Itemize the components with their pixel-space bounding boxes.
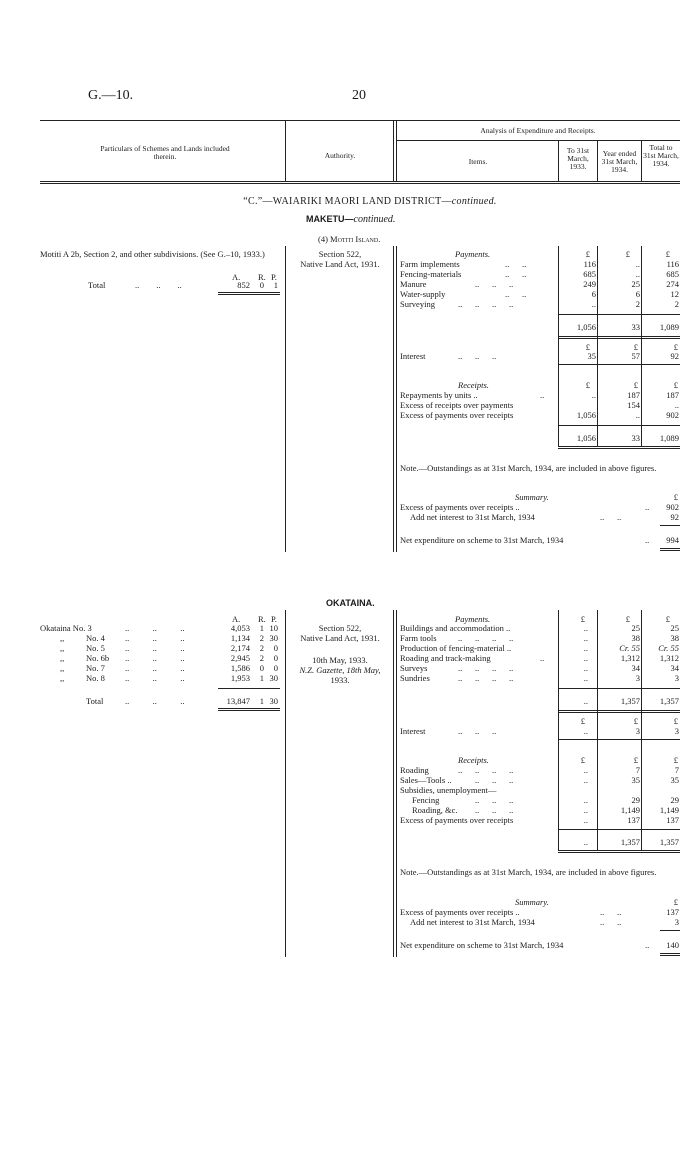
leader-dots: .. — [540, 390, 545, 400]
leader-dots: .. .. .. — [125, 643, 185, 653]
okataina-int-currency-1: £ — [580, 716, 585, 726]
okataina-receipt-label: Fencing — [412, 795, 440, 805]
district-title — [170, 196, 570, 207]
page-number: 20 — [352, 88, 366, 103]
leader-dots: .. .. .. — [125, 696, 185, 706]
maketu-interest-v2: 57 — [631, 351, 640, 361]
okataina-arp-p: P. — [271, 614, 277, 624]
header-col2: Year ended 31st March, 1934. — [601, 149, 638, 174]
okataina-payment-v2: 3 — [635, 673, 640, 683]
okataina-receipt-v3: 137 — [666, 815, 679, 825]
maketu-payment-v1: 6 — [591, 289, 596, 299]
header-col1: To 31st March, 1933. — [566, 146, 590, 171]
okataina-total-p: 30 — [269, 696, 278, 706]
leader-dots: .. .. — [505, 269, 527, 279]
maketu-payment-v2: .. — [635, 269, 640, 279]
maketu-payment-v2: 6 — [635, 289, 640, 299]
ditto-mark: ,, — [60, 643, 65, 653]
okataina-arp-a: A. — [232, 614, 241, 624]
maketu-payment-v3: 685 — [666, 269, 679, 279]
okataina-net-value: 140 — [666, 940, 679, 950]
okataina-receipt-v2: 1,149 — [620, 805, 640, 815]
okataina-receipt-label: Roading — [400, 765, 429, 775]
maketu-payment-v1: .. — [591, 299, 596, 309]
leader-dots: .. .. .. .. — [458, 663, 514, 673]
okataina-total-r: 1 — [259, 696, 264, 706]
okataina-currency-3: £ — [665, 614, 670, 624]
okataina-authority-1: Section 522, — [318, 623, 362, 633]
okataina-payment-label: Roading and track-making — [400, 653, 491, 663]
leader-dots: .. .. .. — [475, 795, 514, 805]
ditto-mark: ,, — [60, 653, 65, 663]
okataina-payment-v3: 25 — [670, 623, 679, 633]
maketu-payments-head: Payments. — [455, 249, 491, 259]
maketu-authority-2: Native Land Act, 1931. — [300, 259, 380, 269]
maketu-summary-label: Add net interest to 31st March, 1934 — [410, 512, 535, 522]
okataina-interest-v3: 3 — [674, 726, 679, 736]
maketu-payment-v2: .. — [635, 259, 640, 269]
maketu-land: Motiti A 2b, Section 2, and other subdivisions. (See G.–10, 1933.) — [40, 249, 265, 259]
okataina-receipt-v2: 35 — [631, 775, 640, 785]
maketu-receipts-total-2: 33 — [631, 433, 640, 443]
okataina-payment-v3: 3 — [674, 673, 679, 683]
okataina-int-currency-3: £ — [673, 716, 678, 726]
maketu-receipt-label: Excess of receipts over payments — [400, 400, 514, 410]
header-col3: Total to 31st March, 1934. — [643, 143, 679, 168]
maketu-total-label: Total — [88, 280, 106, 290]
okataina-receipt-label: Excess of payments over receipts — [400, 815, 514, 825]
district-title-continued: continued. — [451, 196, 497, 207]
okataina-authority-5: 1933. — [330, 675, 350, 685]
okataina-land-name: No. 7 — [86, 663, 105, 673]
maketu-payments-total-1: 1,056 — [576, 322, 596, 332]
maketu-receipt-v2: 187 — [627, 390, 640, 400]
okataina-land-p: 0 — [273, 663, 278, 673]
maketu-currency-3: £ — [665, 249, 670, 259]
okataina-land-a: 1,586 — [230, 663, 250, 673]
okataina-receipt-label: Roading, &c. — [412, 805, 458, 815]
okataina-payment-label: Sundries — [400, 673, 430, 683]
maketu-payment-v1: 685 — [583, 269, 596, 279]
maketu-receipts-total-3: 1,089 — [659, 433, 679, 443]
header-authority: Authority. — [324, 151, 356, 160]
header-particulars: Particulars of Schemes and Lands included therein. — [100, 144, 230, 161]
okataina-land-name: No. 4 — [86, 633, 105, 643]
header-analysis: Analysis of Expenditure and Receipts. — [480, 126, 596, 135]
okataina-summary-value: 3 — [674, 917, 679, 927]
okataina-summary-label: Excess of payments over receipts .. — [400, 907, 520, 917]
maketu-receipt-v3: .. — [674, 400, 679, 410]
okataina-authority-2: Native Land Act, 1931. — [300, 633, 380, 643]
maketu-interest-label: Interest — [400, 351, 426, 361]
okataina-payment-v1: .. — [583, 643, 588, 653]
okataina-rec-currency-2: £ — [633, 755, 638, 765]
okataina-payment-label: Surveys — [400, 663, 428, 673]
maketu-title-continued: continued. — [353, 214, 396, 225]
okataina-receipts-total-3: 1,357 — [659, 837, 679, 847]
leader-dots: .. — [645, 535, 650, 545]
okataina-land-name: No. 8 — [86, 673, 105, 683]
district-title-text: “C.”—WAIARIKI MAORI LAND DISTRICT— — [243, 196, 452, 207]
ditto-mark: ,, — [60, 673, 65, 683]
maketu-payment-v1: 249 — [583, 279, 596, 289]
maketu-payment-v3: 274 — [666, 279, 679, 289]
maketu-subtitle: (4) Motiti Island. — [318, 234, 381, 244]
maketu-payment-v3: 116 — [666, 259, 679, 269]
maketu-arp-p: P. — [271, 272, 277, 282]
okataina-receipt-v3: 7 — [674, 765, 679, 775]
header-items: Items. — [468, 157, 488, 166]
okataina-interest-v2: 3 — [635, 726, 640, 736]
leader-dots: .. .. — [600, 917, 622, 927]
leader-dots: .. .. — [600, 512, 622, 522]
maketu-receipt-v3: 902 — [666, 410, 679, 420]
leader-dots: .. .. — [505, 289, 527, 299]
okataina-receipt-v3: 29 — [670, 795, 679, 805]
leader-dots: .. .. .. — [458, 726, 497, 736]
maketu-int-currency-3: £ — [673, 342, 678, 352]
leader-dots: .. .. .. .. — [458, 299, 514, 309]
okataina-receipts-head: Receipts. — [458, 755, 489, 765]
okataina-payment-v2: 38 — [631, 633, 640, 643]
maketu-summary-label: Excess of payments over receipts .. — [400, 502, 520, 512]
okataina-payment-v2: 25 — [631, 623, 640, 633]
leader-dots: .. .. .. — [125, 653, 185, 663]
maketu-payments-total-2: 33 — [631, 322, 640, 332]
okataina-receipt-v1: .. — [583, 795, 588, 805]
okataina-summary-label: Add net interest to 31st March, 1934 — [410, 917, 535, 927]
page-ref: G.—10. — [88, 88, 134, 103]
okataina-receipt-label: Sales—Tools .. — [400, 775, 452, 785]
okataina-payment-v1: .. — [583, 663, 588, 673]
okataina-receipt-v2: 137 — [627, 815, 640, 825]
maketu-receipt-v2: .. — [635, 410, 640, 420]
maketu-currency-1: £ — [585, 249, 590, 259]
maketu-total-dots: .. .. .. — [135, 280, 182, 290]
okataina-authority-4: N.Z. Gazette, 18th May, — [299, 665, 381, 675]
leader-dots: .. — [540, 653, 545, 663]
okataina-rec-currency-3: £ — [673, 755, 678, 765]
maketu-note: Note.—Outstandings as at 31st March, 1934, are included in above figures. — [400, 463, 657, 473]
leader-dots: .. .. — [505, 259, 527, 269]
okataina-land-p: 0 — [273, 653, 278, 663]
okataina-land-a: 2,174 — [230, 643, 250, 653]
okataina-land-r: 1 — [259, 673, 264, 683]
okataina-receipts-total-2: 1,357 — [620, 837, 640, 847]
okataina-land-r: 1 — [259, 623, 264, 633]
okataina-receipt-v2: 29 — [631, 795, 640, 805]
maketu-receipts-total-1: 1,056 — [576, 433, 596, 443]
okataina-rec-currency-1: £ — [580, 755, 585, 765]
maketu-rec-currency-1: £ — [585, 380, 590, 390]
leader-dots: .. — [645, 940, 650, 950]
okataina-payments-total-1: .. — [583, 696, 588, 706]
okataina-payment-label: Farm tools — [400, 633, 437, 643]
maketu-receipts-head: Receipts. — [458, 380, 489, 390]
okataina-payment-v3: Cr. 55 — [658, 643, 679, 653]
okataina-payment-v3: 38 — [670, 633, 679, 643]
okataina-payments-total-3: 1,357 — [659, 696, 679, 706]
okataina-receipt-v1: .. — [583, 775, 588, 785]
maketu-int-currency-1: £ — [585, 342, 590, 352]
okataina-land-name: No. 6b — [86, 653, 110, 663]
leader-dots: .. .. .. .. — [458, 765, 514, 775]
maketu-title — [306, 214, 395, 225]
okataina-summary-head: Summary. — [515, 897, 549, 907]
okataina-interest-label: Interest — [400, 726, 426, 736]
maketu-authority-1: Section 522, — [318, 249, 362, 259]
maketu-arp-a: A. — [232, 272, 241, 282]
leader-dots: .. .. — [600, 907, 622, 917]
okataina-interest-v1: .. — [583, 726, 588, 736]
maketu-summary-value: 92 — [670, 512, 679, 522]
maketu-int-currency-2: £ — [633, 342, 638, 352]
maketu-payment-label: Surveying — [400, 299, 435, 309]
okataina-payment-v1: .. — [583, 653, 588, 663]
okataina-payment-label: Production of fencing-material .. — [400, 643, 512, 653]
okataina-receipts-total-1: .. — [583, 837, 588, 847]
okataina-payment-label: Buildings and accommodation .. — [400, 623, 511, 633]
maketu-net-value: 994 — [666, 535, 679, 545]
maketu-rec-currency-2: £ — [633, 380, 638, 390]
okataina-land-p: 30 — [269, 673, 278, 683]
okataina-land-p: 10 — [269, 623, 278, 633]
maketu-title-text: MAKETU— — [306, 214, 354, 224]
maketu-payment-label: Water-supply — [400, 289, 446, 299]
okataina-receipt-v1: .. — [583, 815, 588, 825]
maketu-total-a: 852 — [237, 280, 250, 290]
okataina-land-r: 2 — [259, 643, 264, 653]
okataina-receipt-v2: 7 — [635, 765, 640, 775]
maketu-payment-v3: 12 — [670, 289, 679, 299]
okataina-land-r: 2 — [259, 633, 264, 643]
okataina-authority-3: 10th May, 1933. — [312, 655, 368, 665]
okataina-land-a: 4,053 — [230, 623, 250, 633]
maketu-receipt-v1: 1,056 — [576, 410, 596, 420]
maketu-net-label: Net expenditure on scheme to 31st March, 1934 — [400, 535, 564, 545]
okataina-currency-1: £ — [580, 614, 585, 624]
okataina-payment-v1: .. — [583, 633, 588, 643]
okataina-total-label: Total — [86, 696, 104, 706]
okataina-land-p: 0 — [273, 643, 278, 653]
maketu-receipt-v1: .. — [591, 390, 596, 400]
maketu-receipt-v3: 187 — [666, 390, 679, 400]
leader-dots: .. .. .. — [125, 623, 185, 633]
leader-dots: .. .. .. — [125, 673, 185, 683]
leader-dots: .. .. .. — [458, 351, 497, 361]
okataina-land-r: 2 — [259, 653, 264, 663]
maketu-summary-head: Summary. — [515, 492, 549, 502]
okataina-int-currency-2: £ — [633, 716, 638, 726]
maketu-payment-v1: 116 — [583, 259, 596, 269]
leader-dots: .. .. .. — [475, 775, 514, 785]
okataina-payments-total-2: 1,357 — [620, 696, 640, 706]
maketu-interest-v3: 92 — [670, 351, 679, 361]
maketu-currency-2: £ — [625, 249, 630, 259]
leader-dots: .. .. .. — [475, 805, 514, 815]
okataina-land-name: Okataina No. 3 — [40, 623, 92, 633]
okataina-summary-currency: £ — [673, 897, 678, 907]
okataina-title: OKATAINA. — [326, 598, 375, 608]
maketu-payments-total-3: 1,089 — [659, 322, 679, 332]
maketu-payment-v2: 2 — [635, 299, 640, 309]
okataina-payment-v3: 1,312 — [659, 653, 679, 663]
okataina-summary-value: 137 — [666, 907, 679, 917]
okataina-note: Note.—Outstandings as at 31st March, 1934, are included in above figures. — [400, 867, 657, 877]
leader-dots: .. .. .. — [125, 633, 185, 643]
maketu-receipt-label: Repayments by units .. — [400, 390, 478, 400]
maketu-arp-r: R. — [258, 272, 266, 282]
maketu-payment-label: Fencing-materials — [400, 269, 462, 279]
okataina-receipt-v1: .. — [583, 805, 588, 815]
okataina-payment-v2: 34 — [631, 663, 640, 673]
okataina-land-a: 2,945 — [230, 653, 250, 663]
okataina-currency-2: £ — [625, 614, 630, 624]
maketu-summary-currency: £ — [673, 492, 678, 502]
okataina-net-label: Net expenditure on scheme to 31st March, 1934 — [400, 940, 564, 950]
okataina-receipt-v3: 1,149 — [659, 805, 679, 815]
maketu-payment-label: Farm implements — [400, 259, 460, 269]
maketu-total-p: 1 — [273, 280, 278, 290]
okataina-arp-r: R. — [258, 614, 266, 624]
okataina-receipt-v1: .. — [583, 765, 588, 775]
leader-dots: .. — [645, 502, 650, 512]
maketu-receipt-v2: 154 — [627, 400, 640, 410]
maketu-payment-v2: 25 — [631, 279, 640, 289]
okataina-payment-v2: 1,312 — [620, 653, 640, 663]
okataina-payment-v1: .. — [583, 623, 588, 633]
ditto-mark: ,, — [60, 663, 65, 673]
maketu-total-r: 0 — [259, 280, 264, 290]
maketu-rec-currency-3: £ — [673, 380, 678, 390]
okataina-land-p: 30 — [269, 633, 278, 643]
okataina-land-name: No. 5 — [86, 643, 105, 653]
okataina-payments-head: Payments. — [455, 614, 491, 624]
okataina-payment-v2: Cr. 55 — [619, 643, 640, 653]
okataina-receipt-label: Subsidies, unemployment— — [400, 785, 497, 795]
okataina-land-a: 1,134 — [230, 633, 250, 643]
ditto-mark: ,, — [60, 633, 65, 643]
maketu-payment-label: Manure — [400, 279, 427, 289]
leader-dots: .. .. .. — [475, 279, 514, 289]
maketu-interest-v1: 35 — [587, 351, 596, 361]
okataina-total-a: 13,847 — [226, 696, 250, 706]
leader-dots: .. .. .. .. — [458, 633, 514, 643]
leader-dots: .. .. .. .. — [458, 673, 514, 683]
okataina-payment-v3: 34 — [670, 663, 679, 673]
okataina-payment-v1: .. — [583, 673, 588, 683]
okataina-land-r: 0 — [259, 663, 264, 673]
maketu-payment-v3: 2 — [674, 299, 679, 309]
maketu-summary-value: 902 — [666, 502, 679, 512]
okataina-land-a: 1,953 — [230, 673, 250, 683]
okataina-receipt-v3: 35 — [670, 775, 679, 785]
leader-dots: .. .. .. — [125, 663, 185, 673]
maketu-receipt-label: Excess of payments over receipts — [400, 410, 514, 420]
